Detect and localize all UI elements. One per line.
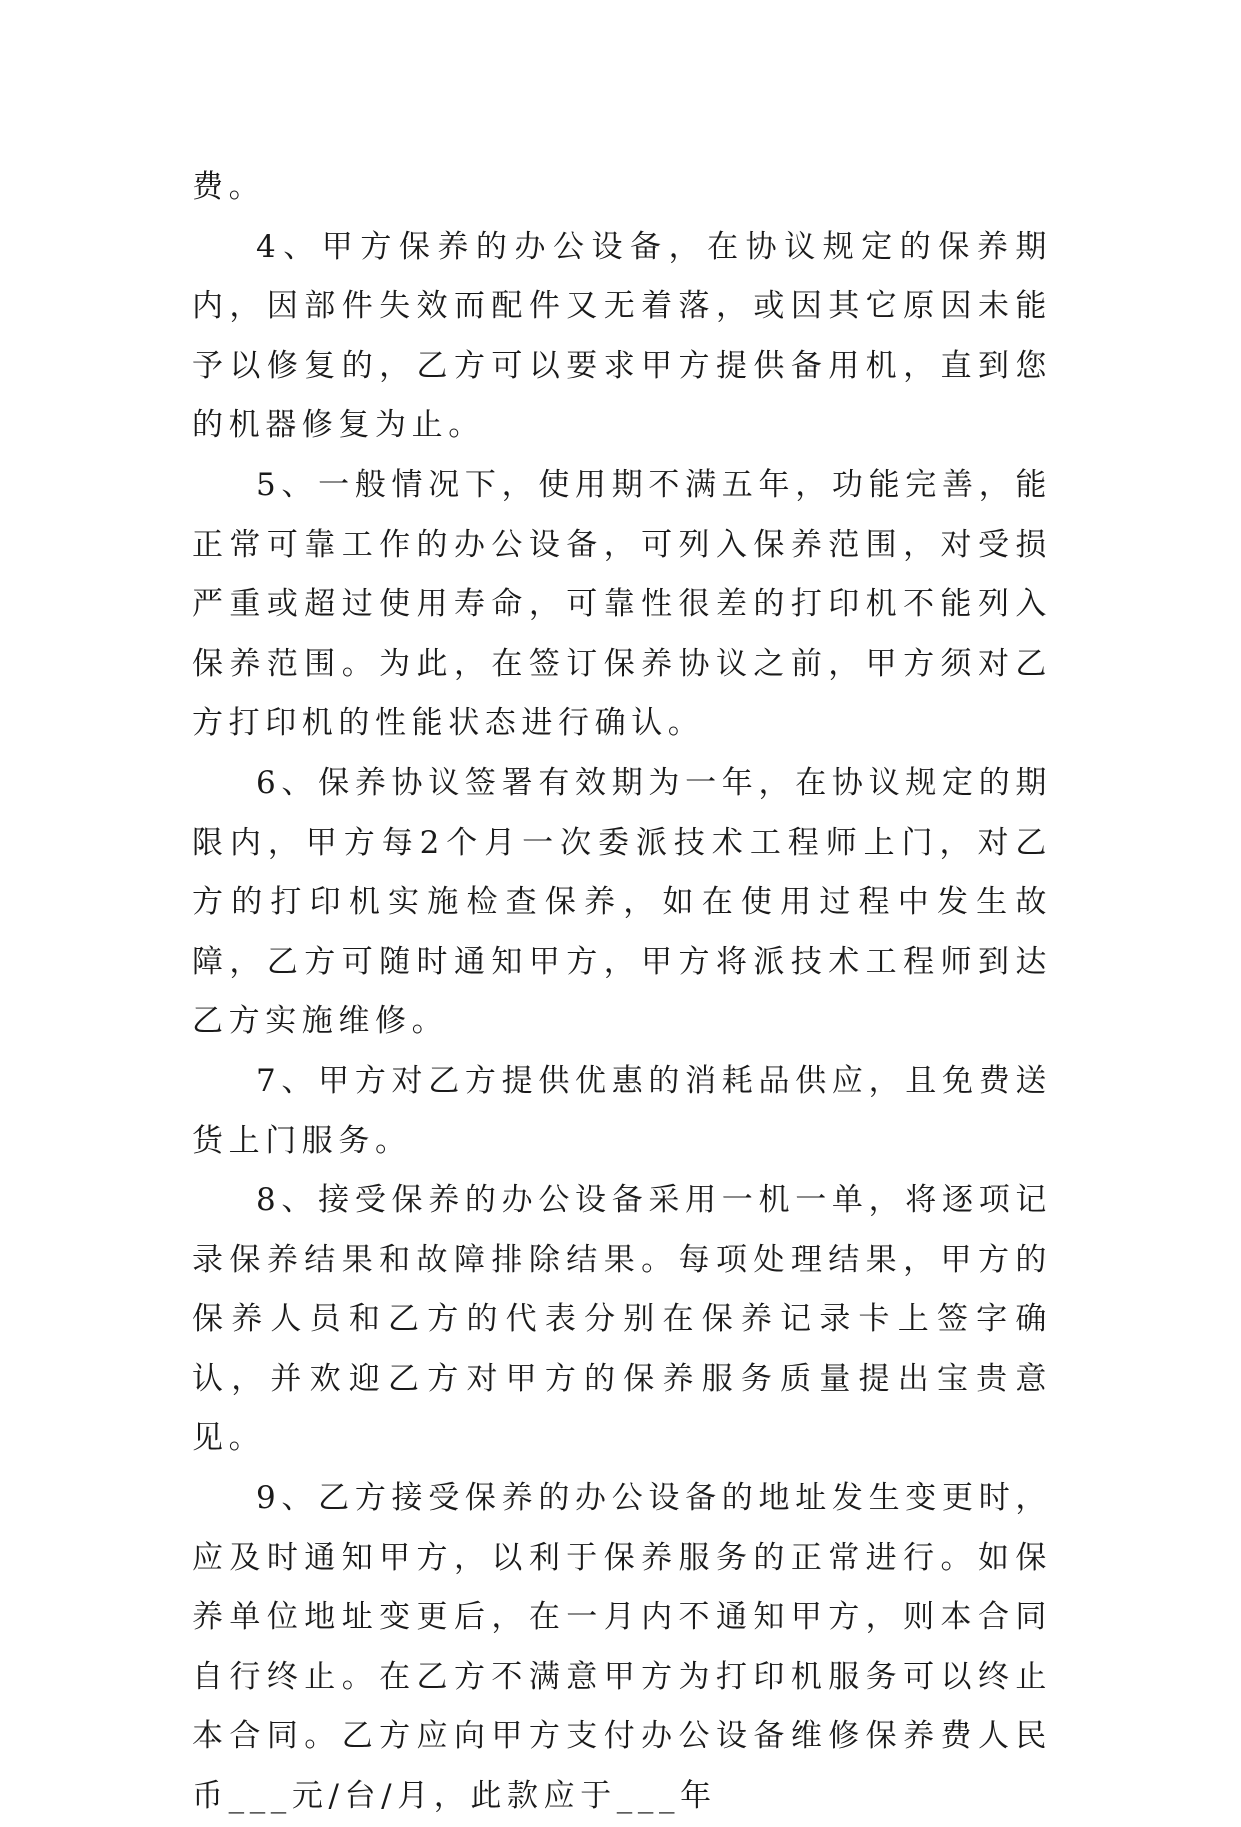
paragraph-clause-9: 9、乙方接受保养的办公设备的地址发生变更时，应及时通知甲方，以利于保养服务的正常进行。如保养单位地址变更后，在一月内不通知甲方，则本合同自行终止。在乙方不满意甲方为打印机服务可以终止本合同。乙方应向甲方支付办公设备维修保养费人民币___元/台/月，此款应于___年 <box>192 1480 1052 1815</box>
paragraph-continued: 费。 <box>192 169 266 205</box>
paragraph-clause-6: 6、保养协议签署有效期为一年，在协议规定的期限内，甲方每2个月一次委派技术工程师上门，对乙方的打印机实施检查保养，如在使用过程中发生故障，乙方可随时通知甲方，甲方将派技术工程师到达乙方实施维修。 <box>192 764 1052 1040</box>
paragraph-clause-4: 4、甲方保养的办公设备，在协议规定的保养期内，因部件失效而配件又无着落，或因其它原因未能予以修复的，乙方可以要求甲方提供备用机，直到您的机器修复为止。 <box>192 228 1052 444</box>
document-body <box>192 158 1052 1827</box>
paragraph-clause-5: 5、一般情况下，使用期不满五年，功能完善，能正常可靠工作的办公设备，可列入保养范围，对受损严重或超过使用寿命，可靠性很差的打印机不能列入保养范围。为此，在签订保养协议之前，甲方须对乙方打印机的性能状态进行确认。 <box>192 466 1052 742</box>
paragraph-clause-8: 8、接受保养的办公设备采用一机一单，将逐项记录保养结果和故障排除结果。每项处理结果，甲方的保养人员和乙方的代表分别在保养记录卡上签字确认，并欢迎乙方对甲方的保养服务质量提出宝贵意见。 <box>192 1182 1052 1457</box>
paragraph-clause-7: 7、甲方对乙方提供优惠的消耗品供应，且免费送货上门服务。 <box>192 1062 1052 1159</box>
